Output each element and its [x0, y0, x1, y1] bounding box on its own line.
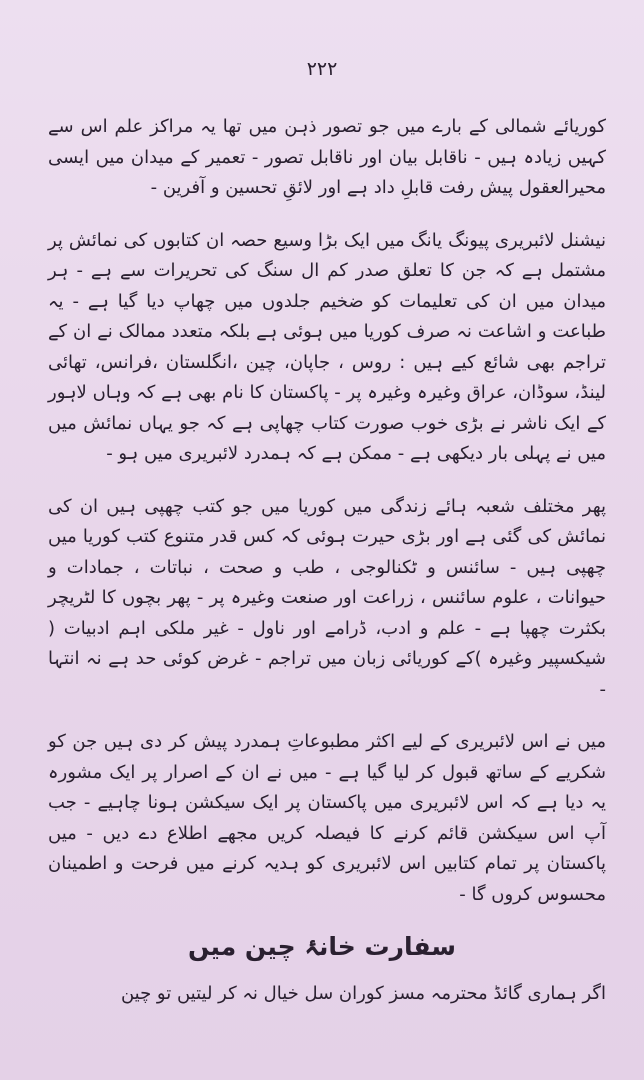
page-number: ۲۲۲	[306, 58, 338, 80]
section-heading: سفارت خانۂ چین میں	[188, 932, 456, 961]
paragraph-closing: اگر ہماری گائڈ محترمہ مسز کوران سل خیال نہ کر لیتیں تو چین	[120, 983, 606, 1004]
paragraph-national-library: نیشنل لائبریری پیونگ یانگ میں ایک بڑا وسیع حصہ ان کتابوں کی نمائش پر مشتمل ہے کہ جن کا تعلق صدر کم ال سنگ کی تحریرات سے ہے - ہر میدان میں ان کی تعلیمات کو ضخیم جلدوں میں چھاپ دیا گیا ہے - یہ طباعت و اشاعت نہ صرف کوریا میں ہوئی ہے بلکہ متعدد ممالک نے ان کے تراجم بھی شائع کیے ہیں : روس ، جاپان، چین ،انگلستان ،فرانس، تھائی لینڈ، سوڈان، عراق وغیرہ وغیرہ پر - پاکستان کا نام بھی ہے کہ وہاں لاہور کے ایک ناشر نے بڑی خوب صورت کتاب چھاپی ہے کہ جو یہاں نمائش میں میں نے پہلی بار دیکھی ہے - ممکن ہے کہ ہمدرد لائبریری میں ہو -	[48, 229, 606, 464]
paragraph-book-exhibition: پھر مختلف شعبہ ہائے زندگی میں کوریا میں جو کتب چھپی ہیں ان کی نمائش کی گئی ہے اور بڑی حیرت ہوئی کہ کس قدر متنوع کتب کوریا میں چھپی ہیں - سائنس و ٹکنالوجی ، طب و صحت ، نباتات ، جمادات و حیوانات ، علوم سائنس ، زراعت اور صنعت وغیرہ پر - پھر بچوں کا لٹریچر بکثرت چھپا ہے - علم و ادب، ڈرامے اور ناول - غیر ملکی اہم ادبیات ( شیکسپیر وغیرہ )کے کوریائی زبان میں تراجم - غرض کوئی حد ہے نہ انتہا -	[48, 495, 606, 700]
page-body	[48, 112, 606, 1010]
paragraph-hamdard-gift: میں نے اس لائبریری کے لیے اکثر مطبوعاتِ ہمدرد پیش کر دی ہیں جن کو شکریے کے ساتھ قبول کر لیا گیا ہے - میں نے ان کے اصرار پر ایک مشورہ یہ دیا ہے کہ اس لائبریری میں پاکستان پر ایک سیکشن ہونا چاہیے - جب آپ اس سیکشن قائم کرنے کا فیصلہ کریں مجھے اطلاع دے دیں - میں پاکستان پر تمام کتابیں اس لائبریری کو ہدیہ کرنے میں فرحت و اطمینان محسوس کروں گا -	[48, 731, 606, 905]
paragraph-north-korea: کوریائے شمالی کے بارے میں جو تصور ذہن میں تھا یہ مراکز علم اس سے کہیں زیادہ ہیں - ناقابل بیان اور ناقابل تصور - تعمیر کے میدان میں ایسی محیرالعقول پیش رفت قابلِ داد ہے اور لائقِ تحسین و آفرین -	[48, 116, 606, 198]
